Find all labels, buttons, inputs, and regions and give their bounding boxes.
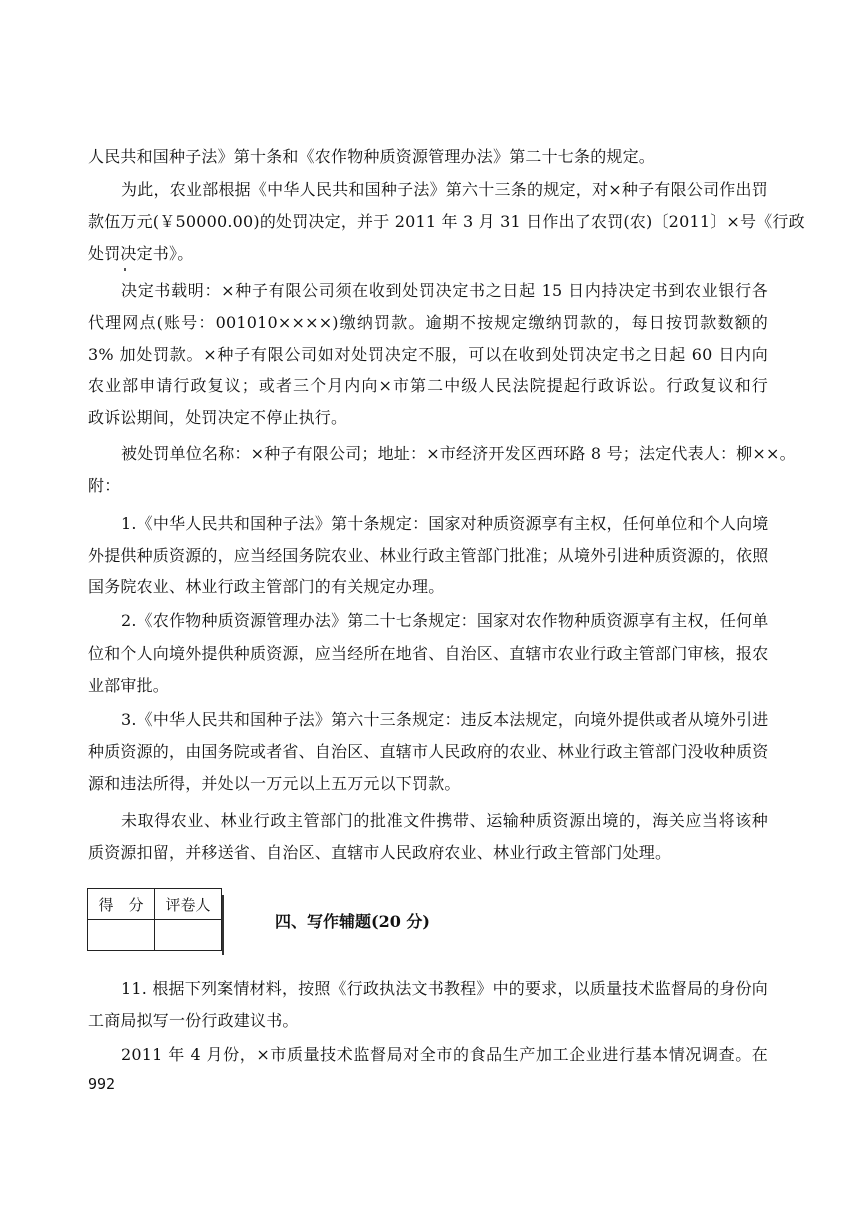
text-line: 附： [88,476,121,495]
text-line: 决定书载明：×种子有限公司须在收到处罚决定书之日起 15 日内持决定书到农业银行各 [121,281,768,300]
table-shadow [222,895,224,955]
score-header: 得 分 [88,889,155,920]
scan-speck [124,268,126,271]
text-line: 2.《农作物种质资源管理办法》第二十七条规定：国家对农作物种质资源享有主权，任何单 [121,611,769,630]
text-line: 位和个人向境外提供种质资源，应当经所在地省、自治区、直辖市农业行政主管部门审核，报农 [88,644,769,663]
text-line: 国务院农业、林业行政主管部门的有关规定办理。 [88,577,445,596]
text-line: 种质资源的，由国务院或者省、自治区、直辖市人民政府的农业、林业行政主管部门没收种质资 [88,742,769,761]
text-line: 未取得农业、林业行政主管部门的批准文件携带、运输种质资源出境的，海关应当将该种 [121,811,768,830]
grader-header: 评卷人 [155,889,222,920]
text-line: 外提供种质资源的，应当经国务院农业、林业行政主管部门批准；从境外引进种质资源的，依照 [88,546,769,565]
text-line: 为此，农业部根据《中华人民共和国种子法》第六十三条的规定，对×种子有限公司作出罚 [121,180,768,199]
text-line: 3% 加处罚款。×种子有限公司如对处罚决定不服，可以在收到处罚决定书之日起 60 日内向 [88,345,768,364]
section-title: 四、写作辅题(20 分) [275,912,430,931]
score-cell [88,920,155,951]
text-line: 代理网点(账号：001010××××)缴纳罚款。逾期不按规定缴纳罚款的，每日按罚款数额的 [88,313,768,332]
text-line: 3.《中华人民共和国种子法》第六十三条规定：违反本法规定，向境外提供或者从境外引进 [121,710,769,729]
score-table [87,888,222,951]
text-line: 被处罚单位名称：×种子有限公司；地址：×市经济开发区西环路 8 号；法定代表人：柳××。 [121,444,796,463]
page-number: 992 [88,1075,116,1093]
grader-cell [155,920,222,951]
text-line: 11. 根据下列案情材料，按照《行政执法文书教程》中的要求，以质量技术监督局的身份向 [121,979,768,998]
text-line: 人民共和国种子法》第十条和《农作物种质资源管理办法》第二十七条的规定。 [88,147,656,166]
text-line: 1.《中华人民共和国种子法》第十条规定：国家对种质资源享有主权，任何单位和个人向境 [121,514,769,533]
text-line: 源和违法所得，并处以一万元以上五万元以下罚款。 [88,774,461,793]
text-line: 工商局拟写一份行政建议书。 [88,1011,299,1030]
text-line: 政诉讼期间，处罚决定不停止执行。 [88,408,348,427]
text-line: 处罚决定书》。 [88,244,194,263]
text-line: 款伍万元(￥50000.00)的处罚决定，并于 2011 年 3 月 31 日作出了农罚(农)〔2011〕×号《行政 [88,212,805,231]
text-line: 2011 年 4 月份，×市质量技术监督局对全市的食品生产加工企业进行基本情况调查。在 [121,1045,768,1064]
text-line: 农业部申请行政复议；或者三个月内向×市第二中级人民法院提起行政诉讼。行政复议和行 [88,376,768,395]
text-line: 业部审批。 [88,676,170,695]
text-line: 质资源扣留，并移送省、自治区、直辖市人民政府农业、林业行政主管部门处理。 [88,843,672,862]
